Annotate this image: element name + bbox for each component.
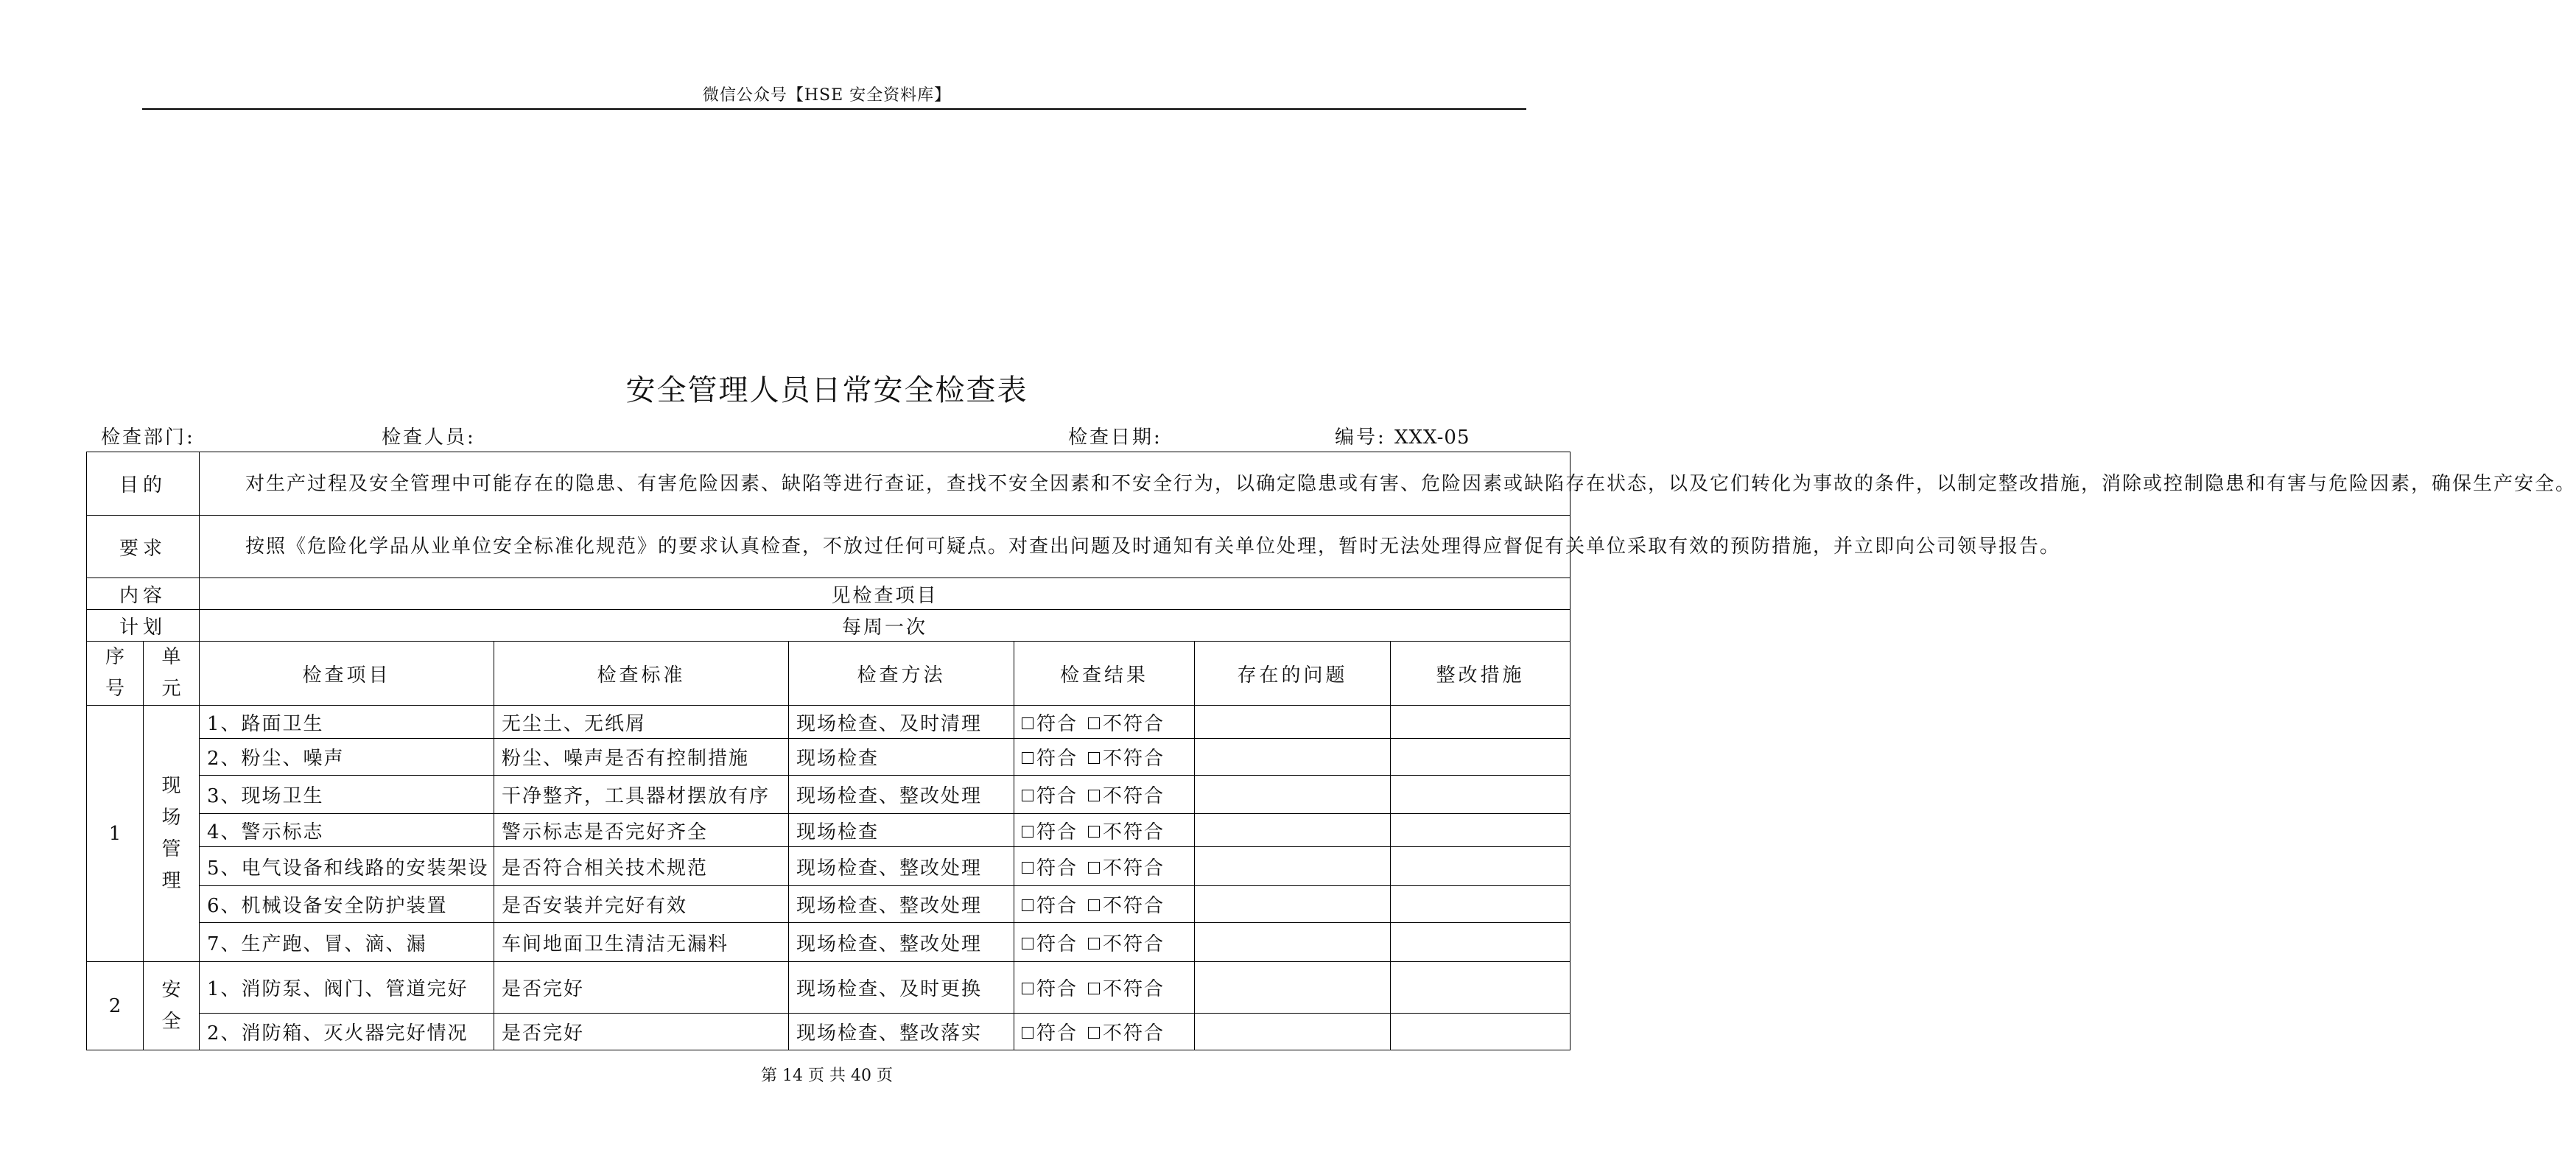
col-seq-header xyxy=(87,642,144,706)
row-standard: 车间地面卫生清洁无漏料 xyxy=(494,923,789,962)
plan-label: 计划 xyxy=(87,610,200,642)
row-measure-cell[interactable] xyxy=(1391,886,1570,923)
pass-option-label: 符合 xyxy=(1036,895,1078,917)
pass-option-label: 符合 xyxy=(1036,785,1078,807)
row-result xyxy=(1014,847,1195,886)
fail-option[interactable] xyxy=(1088,748,1165,770)
fail-option-label: 不符合 xyxy=(1103,857,1165,880)
table-row xyxy=(87,776,1570,814)
dept-label: 检查部门: xyxy=(101,426,195,449)
requirement-label: 要求 xyxy=(87,516,200,578)
row-method: 现场检查、整改处理 xyxy=(789,923,1014,962)
checkbox-icon[interactable] xyxy=(1088,938,1100,949)
table-row xyxy=(87,706,1570,739)
row-standard: 是否安装并完好有效 xyxy=(494,886,789,923)
checkbox-icon[interactable] xyxy=(1088,752,1100,764)
row-item: 4、警示标志 xyxy=(200,814,494,847)
fail-option-label: 不符合 xyxy=(1103,712,1165,735)
inspector-label: 检查人员: xyxy=(382,426,476,449)
table-row xyxy=(87,962,1570,1014)
content-value: 见检查项目 xyxy=(200,578,1570,610)
pass-option-label: 符合 xyxy=(1036,978,1078,1000)
row-result xyxy=(1014,739,1195,776)
checkbox-icon[interactable] xyxy=(1022,826,1033,838)
inspection-rows xyxy=(87,706,1570,1050)
checkbox-icon[interactable] xyxy=(1022,899,1033,911)
checkbox-icon[interactable] xyxy=(1022,1027,1033,1039)
row-problem-cell[interactable] xyxy=(1195,706,1391,739)
table-row xyxy=(87,847,1570,886)
fail-option[interactable] xyxy=(1088,821,1165,843)
pass-option-label: 符合 xyxy=(1036,1022,1078,1045)
row-problem-cell[interactable] xyxy=(1195,776,1391,814)
checkbox-icon[interactable] xyxy=(1088,1027,1100,1039)
row-item: 2、消防箱、灭火器完好情况 xyxy=(200,1014,494,1050)
row-item: 3、现场卫生 xyxy=(200,776,494,814)
col-problem-header: 存在的问题 xyxy=(1195,642,1391,706)
row-problem-cell[interactable] xyxy=(1195,739,1391,776)
row-problem-cell[interactable] xyxy=(1195,962,1391,1014)
fail-option-label: 不符合 xyxy=(1103,933,1165,955)
fail-option[interactable] xyxy=(1088,857,1165,880)
table-row xyxy=(87,1014,1570,1050)
group-unit-char: 场 xyxy=(161,806,181,829)
col-unit-char: 单 xyxy=(161,646,181,668)
fail-option-label: 不符合 xyxy=(1103,748,1165,770)
inspection-table xyxy=(86,452,2576,1050)
table-row xyxy=(87,886,1570,923)
row-problem-cell[interactable] xyxy=(1195,886,1391,923)
row-method: 现场检查 xyxy=(789,739,1014,776)
number-label: 编号: xyxy=(1335,426,1386,449)
row-problem-cell[interactable] xyxy=(1195,847,1391,886)
group-seq: 1 xyxy=(87,706,144,962)
group-unit-char: 管 xyxy=(161,838,181,860)
checkbox-icon[interactable] xyxy=(1022,938,1033,949)
row-standard: 无尘土、无纸屑 xyxy=(494,706,789,739)
fail-option-label: 不符合 xyxy=(1103,821,1165,843)
row-result xyxy=(1014,814,1195,847)
group-unit-char: 理 xyxy=(161,869,181,892)
checkbox-icon[interactable] xyxy=(1088,790,1100,801)
row-method: 现场检查 xyxy=(789,814,1014,847)
pass-option-label: 符合 xyxy=(1036,857,1078,880)
row-item: 1、路面卫生 xyxy=(200,706,494,739)
row-standard: 干净整齐，工具器材摆放有序 xyxy=(494,776,789,814)
content-row xyxy=(87,578,1570,610)
pass-option-label: 符合 xyxy=(1036,821,1078,843)
pass-option[interactable] xyxy=(1022,748,1078,770)
table-row xyxy=(87,739,1570,776)
row-problem-cell[interactable] xyxy=(1195,814,1391,847)
row-measure-cell[interactable] xyxy=(1391,1014,1570,1050)
row-measure-cell[interactable] xyxy=(1391,776,1570,814)
checkbox-icon[interactable] xyxy=(1022,862,1033,874)
pass-option[interactable] xyxy=(1022,1022,1078,1045)
group-unit xyxy=(144,962,200,1050)
group-unit xyxy=(144,706,200,962)
row-measure-cell[interactable] xyxy=(1391,923,1570,962)
pass-option-label: 符合 xyxy=(1036,748,1078,770)
page-header: 微信公众号【HSE 安全资料库】 xyxy=(702,86,952,105)
checkbox-icon[interactable] xyxy=(1088,862,1100,874)
col-unit-char: 元 xyxy=(161,678,181,700)
requirement-row xyxy=(87,516,1570,578)
checkbox-icon[interactable] xyxy=(1022,752,1033,764)
col-standard-header: 检查标准 xyxy=(494,642,789,706)
row-standard: 粉尘、噪声是否有控制措施 xyxy=(494,739,789,776)
row-item: 7、生产跑、冒、滴、漏 xyxy=(200,923,494,962)
plan-value: 每周一次 xyxy=(200,610,1570,642)
pass-option-label: 符合 xyxy=(1036,933,1078,955)
checkbox-icon[interactable] xyxy=(1022,790,1033,801)
row-measure-cell[interactable] xyxy=(1391,739,1570,776)
number-field xyxy=(1335,422,1470,449)
col-unit-header xyxy=(144,642,200,706)
checkbox-icon[interactable] xyxy=(1088,983,1100,994)
row-standard: 是否符合相关技术规范 xyxy=(494,847,789,886)
table-row xyxy=(87,923,1570,962)
row-item: 1、消防泵、阀门、管道完好 xyxy=(200,962,494,1014)
pass-option[interactable] xyxy=(1022,978,1078,1000)
fail-option-label: 不符合 xyxy=(1103,895,1165,917)
row-method: 现场检查、及时清理 xyxy=(789,706,1014,739)
pass-option[interactable] xyxy=(1022,785,1078,807)
checkbox-icon[interactable] xyxy=(1088,826,1100,838)
group-unit-char: 全 xyxy=(161,1010,181,1033)
row-standard: 是否完好 xyxy=(494,1014,789,1050)
checkbox-icon[interactable] xyxy=(1022,983,1033,994)
table-row xyxy=(87,814,1570,847)
row-measure-cell[interactable] xyxy=(1391,847,1570,886)
group-unit-char: 安 xyxy=(161,978,181,1001)
group-seq: 2 xyxy=(87,962,144,1050)
row-result xyxy=(1014,1014,1195,1050)
purpose-label: 目的 xyxy=(87,452,200,516)
row-item: 6、机械设备安全防护装置 xyxy=(200,886,494,923)
col-result-header: 检查结果 xyxy=(1014,642,1195,706)
purpose-text: 对生产过程及安全管理中可能存在的隐患、有害危险因素、缺陷等进行查证，查找不安全因素和不安全行为，以确定隐患或有害、危险因素或缺陷存在状态，以及它们转化为事故的条件，以制定整改措施，消除或控制隐患和有害与危险因素，确保生产安全。 xyxy=(200,452,1570,516)
row-measure-cell[interactable] xyxy=(1391,706,1570,739)
pass-option[interactable] xyxy=(1022,857,1078,880)
fail-option-label: 不符合 xyxy=(1103,1022,1165,1045)
fail-option-label: 不符合 xyxy=(1103,978,1165,1000)
row-standard: 是否完好 xyxy=(494,962,789,1014)
content-label: 内容 xyxy=(87,578,200,610)
requirement-text: 按照《危险化学品从业单位安全标准化规范》的要求认真检查，不放过任何可疑点。对查出问题及时通知有关单位处理，暂时无法处理得应督促有关单位采取有效的预防措施，并立即向公司领导报告。 xyxy=(200,516,1570,578)
purpose-row xyxy=(87,452,1570,516)
col-seq-char: 号 xyxy=(105,678,124,700)
row-method: 现场检查、整改处理 xyxy=(789,847,1014,886)
row-method: 现场检查、及时更换 xyxy=(789,962,1014,1014)
fail-option[interactable] xyxy=(1088,933,1165,955)
fail-option[interactable] xyxy=(1088,713,1165,735)
col-measure-header: 整改措施 xyxy=(1391,642,1570,706)
row-method: 现场检查、整改处理 xyxy=(789,886,1014,923)
row-result xyxy=(1014,706,1195,739)
fail-option[interactable] xyxy=(1088,895,1165,917)
row-problem-cell[interactable] xyxy=(1195,1014,1391,1050)
group-unit-char: 现 xyxy=(161,774,181,797)
document-title: 安全管理人员日常安全检查表 xyxy=(625,373,1028,407)
row-problem-cell[interactable] xyxy=(1195,923,1391,962)
col-seq-char: 序 xyxy=(105,646,124,668)
row-item: 2、粉尘、噪声 xyxy=(200,739,494,776)
row-method: 现场检查、整改处理 xyxy=(789,776,1014,814)
checkbox-icon[interactable] xyxy=(1022,717,1033,729)
fail-option[interactable] xyxy=(1088,785,1165,807)
row-standard: 警示标志是否完好齐全 xyxy=(494,814,789,847)
row-method: 现场检查、整改落实 xyxy=(789,1014,1014,1050)
row-result xyxy=(1014,776,1195,814)
pass-option[interactable] xyxy=(1022,713,1078,735)
pass-option-label: 符合 xyxy=(1036,712,1078,735)
number-value: XXX-05 xyxy=(1394,426,1470,449)
row-measure-cell[interactable] xyxy=(1391,962,1570,1014)
row-result xyxy=(1014,886,1195,923)
col-item-header: 检查项目 xyxy=(200,642,494,706)
fail-option-label: 不符合 xyxy=(1103,785,1165,807)
date-label: 检查日期: xyxy=(1068,426,1162,449)
fail-option[interactable] xyxy=(1088,978,1165,1000)
pass-option[interactable] xyxy=(1022,933,1078,955)
row-item: 5、电气设备和线路的安装架设 xyxy=(200,847,494,886)
row-measure-cell[interactable] xyxy=(1391,814,1570,847)
checkbox-icon[interactable] xyxy=(1088,899,1100,911)
column-header-row xyxy=(87,642,1570,706)
fail-option[interactable] xyxy=(1088,1022,1165,1045)
header-rule xyxy=(142,108,1526,110)
plan-row xyxy=(87,610,1570,642)
pass-option[interactable] xyxy=(1022,821,1078,843)
col-method-header: 检查方法 xyxy=(789,642,1014,706)
page-footer: 第 14 页 共 40 页 xyxy=(761,1067,893,1085)
row-result xyxy=(1014,923,1195,962)
pass-option[interactable] xyxy=(1022,895,1078,917)
checkbox-icon[interactable] xyxy=(1088,717,1100,729)
row-result xyxy=(1014,962,1195,1014)
